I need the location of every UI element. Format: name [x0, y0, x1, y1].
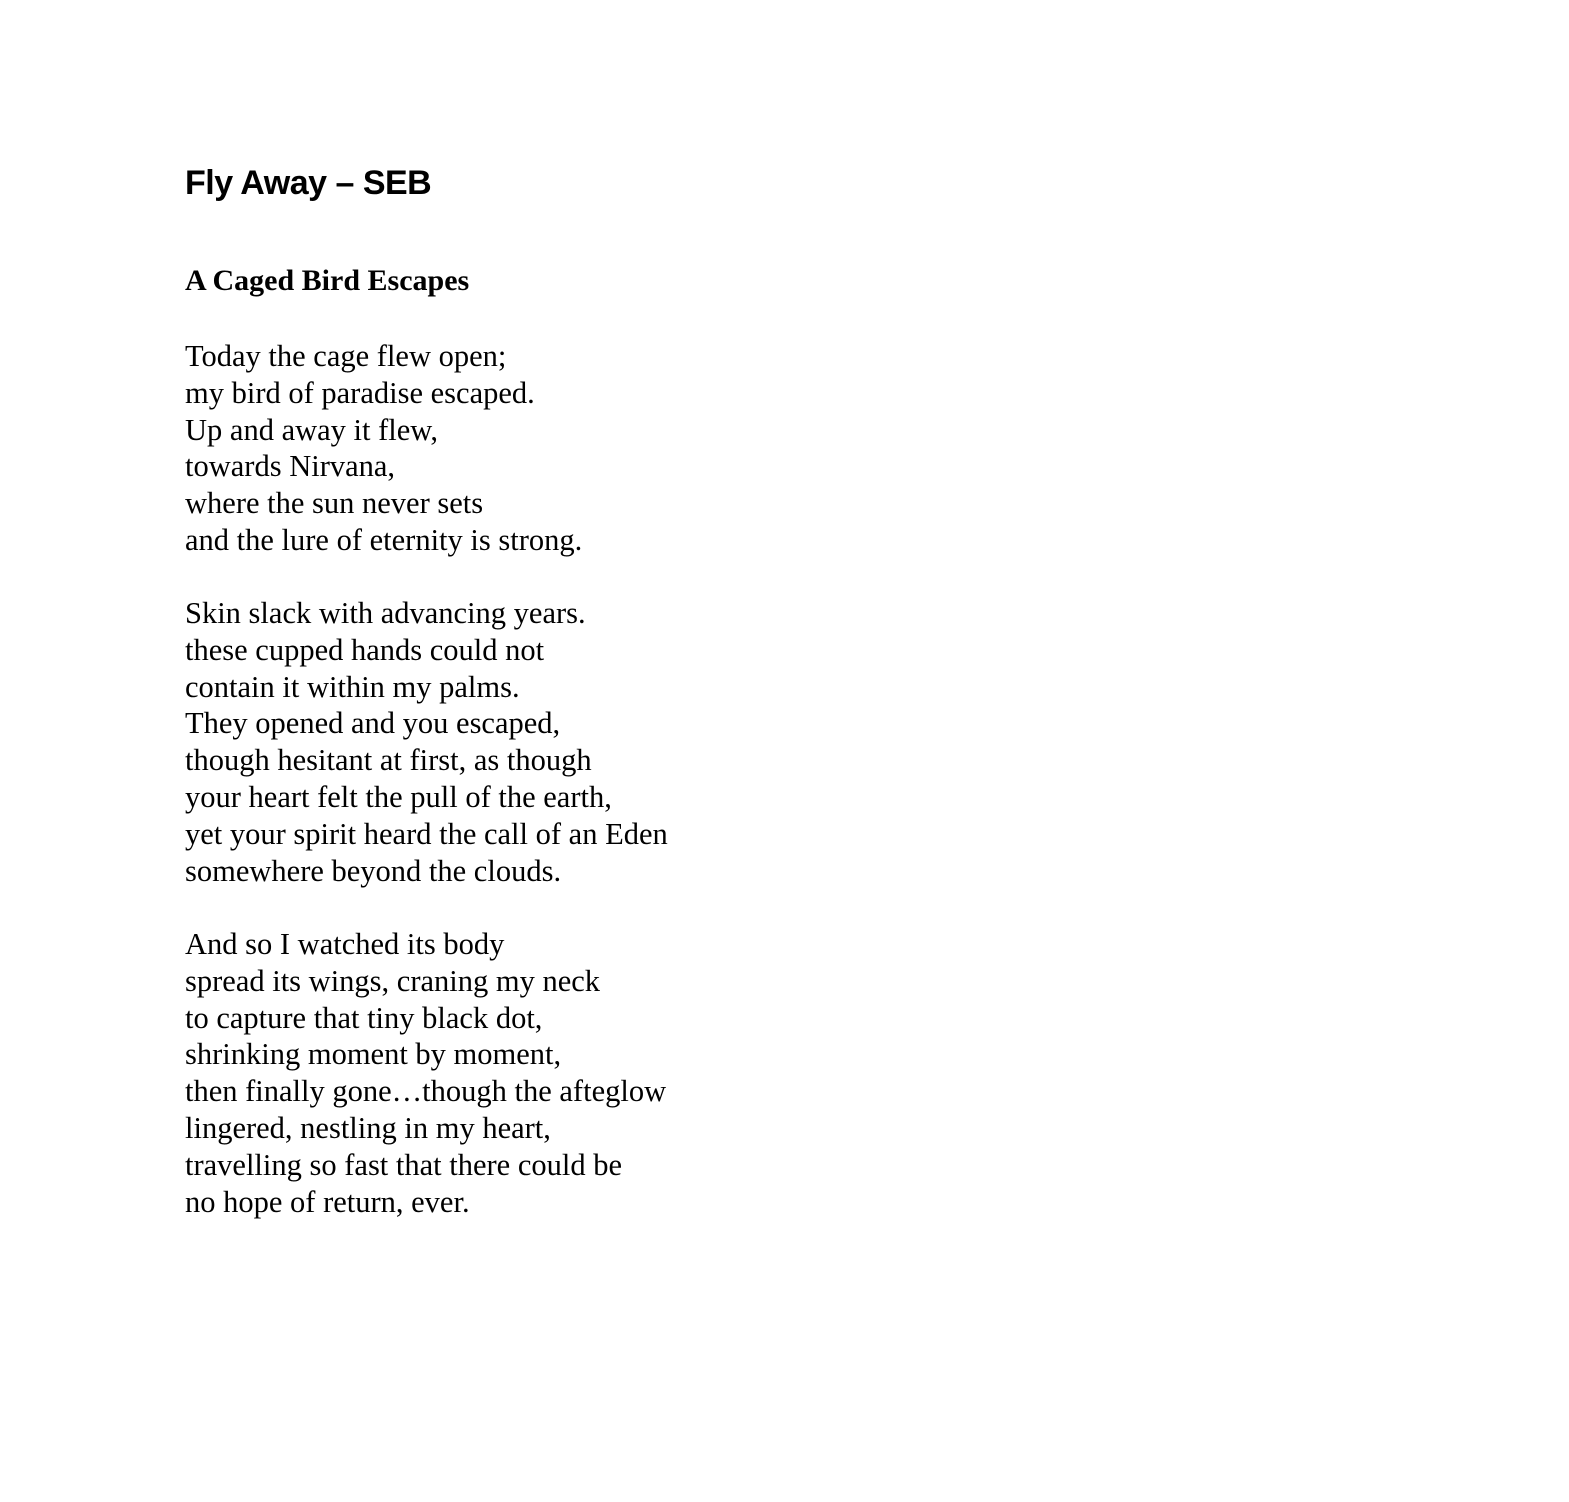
- poem-line: towards Nirvana,: [185, 449, 396, 484]
- poem-line: my bird of paradise escaped.: [185, 375, 535, 410]
- poem-line: though hesitant at first, as though: [185, 743, 592, 778]
- poem-line: Up and away it flew,: [185, 412, 438, 447]
- poem-line: yet your spirit heard the call of an Eden: [185, 816, 668, 851]
- poem-line: And so I watched its body: [185, 927, 505, 961]
- poem-line: lingered, nestling in my heart,: [185, 1110, 551, 1145]
- stanza-2: [185, 595, 668, 889]
- stanza-3: [185, 926, 666, 1220]
- poem-line: and the lure of eternity is strong.: [185, 522, 583, 557]
- poem-line: travelling so fast that there could be: [185, 1147, 623, 1182]
- poem-line: spread its wings, craning my neck: [185, 963, 601, 998]
- poem-title: A Caged Bird Escapes: [185, 264, 470, 297]
- poem-line: Today the cage flew open;: [185, 339, 507, 373]
- poem-line: shrinking moment by moment,: [185, 1037, 562, 1072]
- poem-line: Skin slack with advancing years.: [185, 596, 586, 630]
- poem-line: to capture that tiny black dot,: [185, 1000, 543, 1035]
- poem-line: your heart felt the pull of the earth,: [185, 779, 612, 814]
- poem-line: somewhere beyond the clouds.: [185, 853, 562, 888]
- poem-line: these cupped hands could not: [185, 632, 545, 667]
- stanza-1: [185, 338, 582, 559]
- poem-line: no hope of return, ever.: [185, 1184, 470, 1219]
- document-title: Fly Away – SEB: [185, 164, 432, 202]
- poem-line: contain it within my palms.: [185, 669, 520, 704]
- poem-line: They opened and you escaped,: [185, 706, 561, 741]
- poem-line: where the sun never sets: [185, 486, 484, 521]
- poem-line: then finally gone…though the afteglow: [185, 1074, 667, 1109]
